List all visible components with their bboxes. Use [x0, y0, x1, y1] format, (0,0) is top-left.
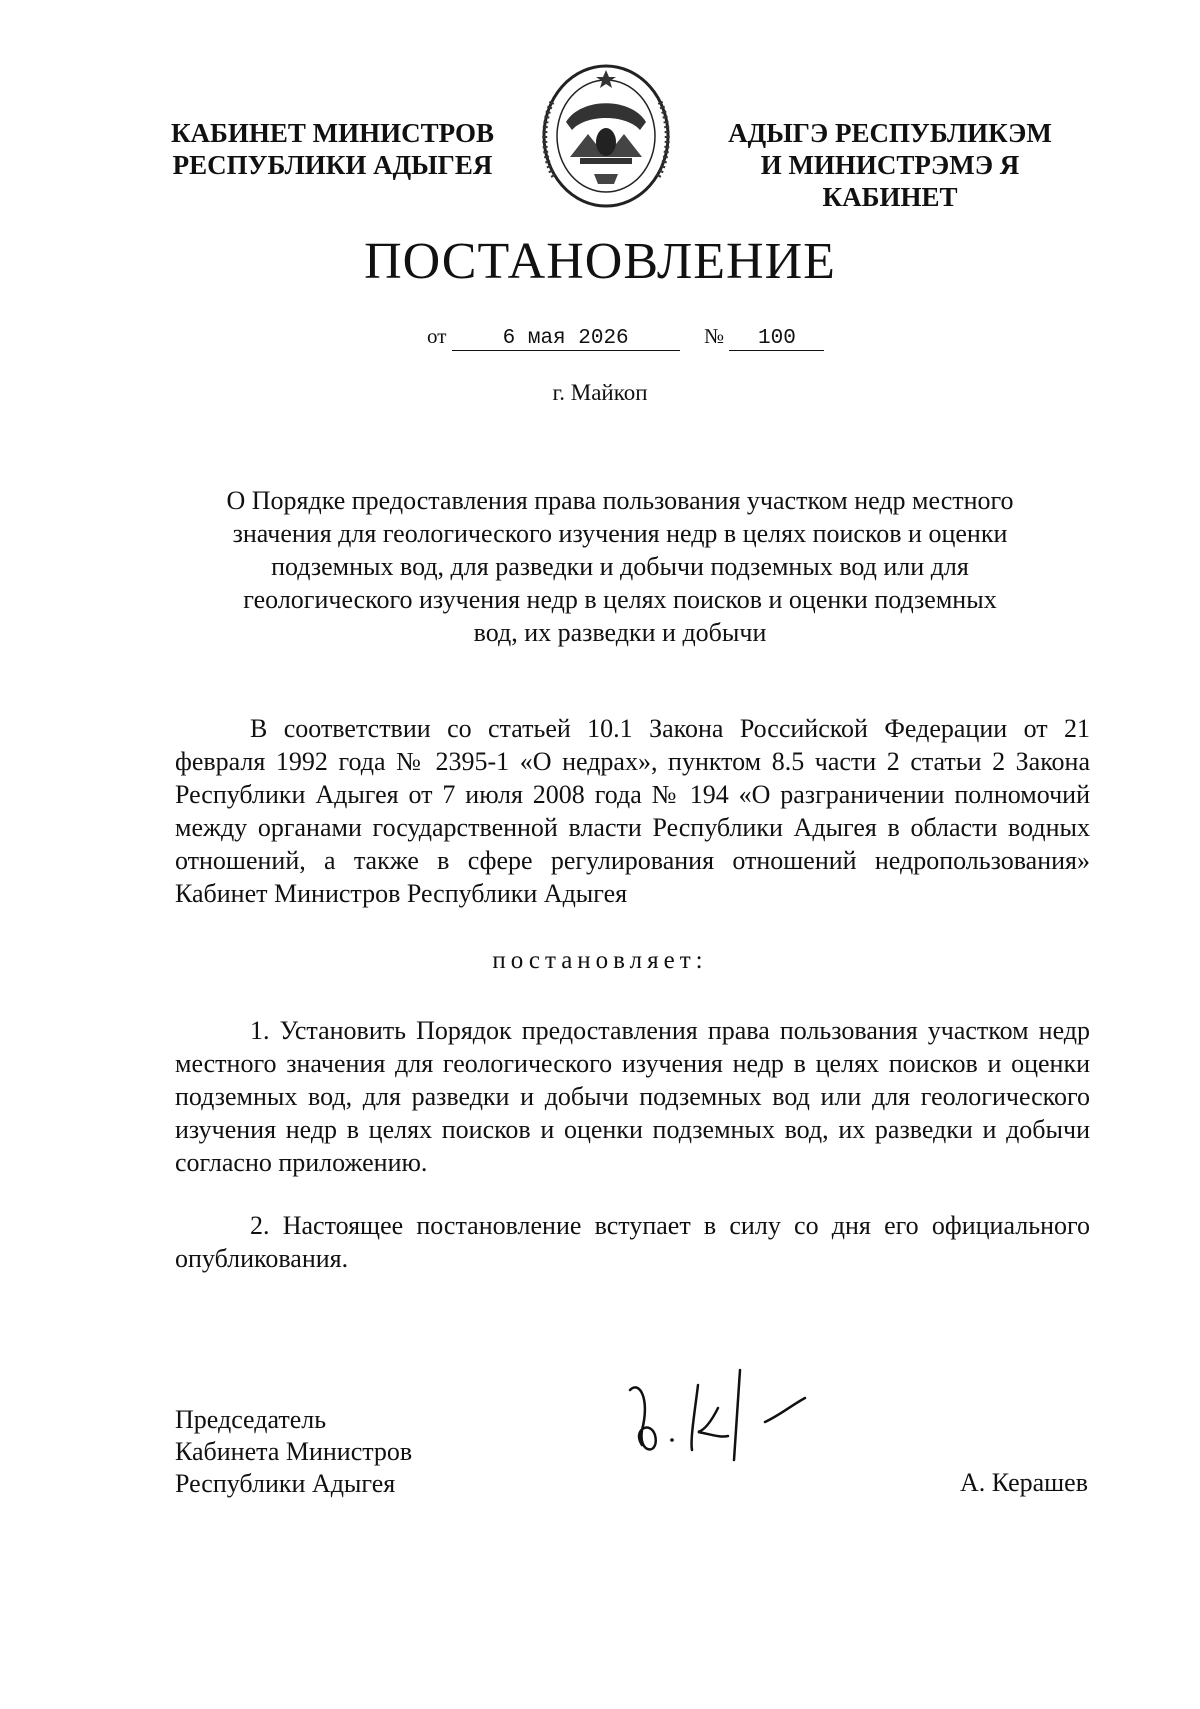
header-right [690, 117, 1090, 213]
header-left-line-1: КАБИНЕТ МИНИСТРОВ [170, 118, 495, 148]
document-type-title: ПОСТАНОВЛЕНИЕ [364, 233, 836, 290]
header-left-line-2: РЕСПУБЛИКИ АДЫГЕЯ [172, 150, 493, 180]
signatory-position [175, 1404, 412, 1500]
document-subject: О Порядке предоставления права пользования участком недр местного значения для геологического изучения недр в целях поисков и оценки подземных вод, для разведки и добычи подземных вод или для геологического изучения недр в целях поисков и оценки подземных вод, их разведки и добычи [226, 486, 1014, 647]
header-right-line-1: АДЫГЭ РЕСПУБЛИКЭМ [728, 118, 1052, 148]
preamble-paragraph: В соответствии со статьей 10.1 Закона Российской Федерации от 21 февраля 1992 года № 2395-1 «О недрах», пунктом 8.5 части 2 статьи 2 Закона Республики Адыгея от 7 июля 2008 года № 194 «О разграничении полномочий между органами государственной власти Республики Адыгея в области водных отношений, а также в сфере регулирования отношений недропользования» Кабинет Министров Республики Адыгея [175, 714, 1090, 908]
paragraph-2: 2. Настоящее постановление вступает в силу со дня его официального опубликования. [175, 1211, 1090, 1273]
city: г. Майкоп [552, 380, 648, 405]
header-right-line-2: И МИНИСТРЭМЭ Я КАБИНЕТ [760, 150, 1020, 212]
decree-word: постановляет: [492, 947, 708, 974]
handwritten-signature [620, 1360, 820, 1470]
date-prefix: от [427, 324, 447, 348]
number-prefix: № [704, 324, 725, 348]
header-left [160, 117, 505, 181]
paragraph-1: 1. Установить Порядок предоставления права пользования участком недр местного значения для геологического изучения недр в целях поисков и оценки подземных вод, для разведки и добычи подземных вод или для геологического изучения недр в целях поисков и оценки подземных вод, их разведки и добычи согласно приложению. [175, 1016, 1090, 1177]
signatory-position-line-2: Кабинета Министров [175, 1437, 413, 1466]
signatory-position-line-3: Республики Адыгея [175, 1469, 396, 1498]
document-number: 100 [729, 327, 824, 351]
coat-of-arms-icon [536, 62, 676, 212]
document-date: 6 мая 2026 [452, 327, 680, 351]
signatory-position-line-1: Председатель [175, 1405, 327, 1434]
signatory-name: А. Керашев [959, 1468, 1088, 1497]
date-number-line [427, 324, 824, 351]
